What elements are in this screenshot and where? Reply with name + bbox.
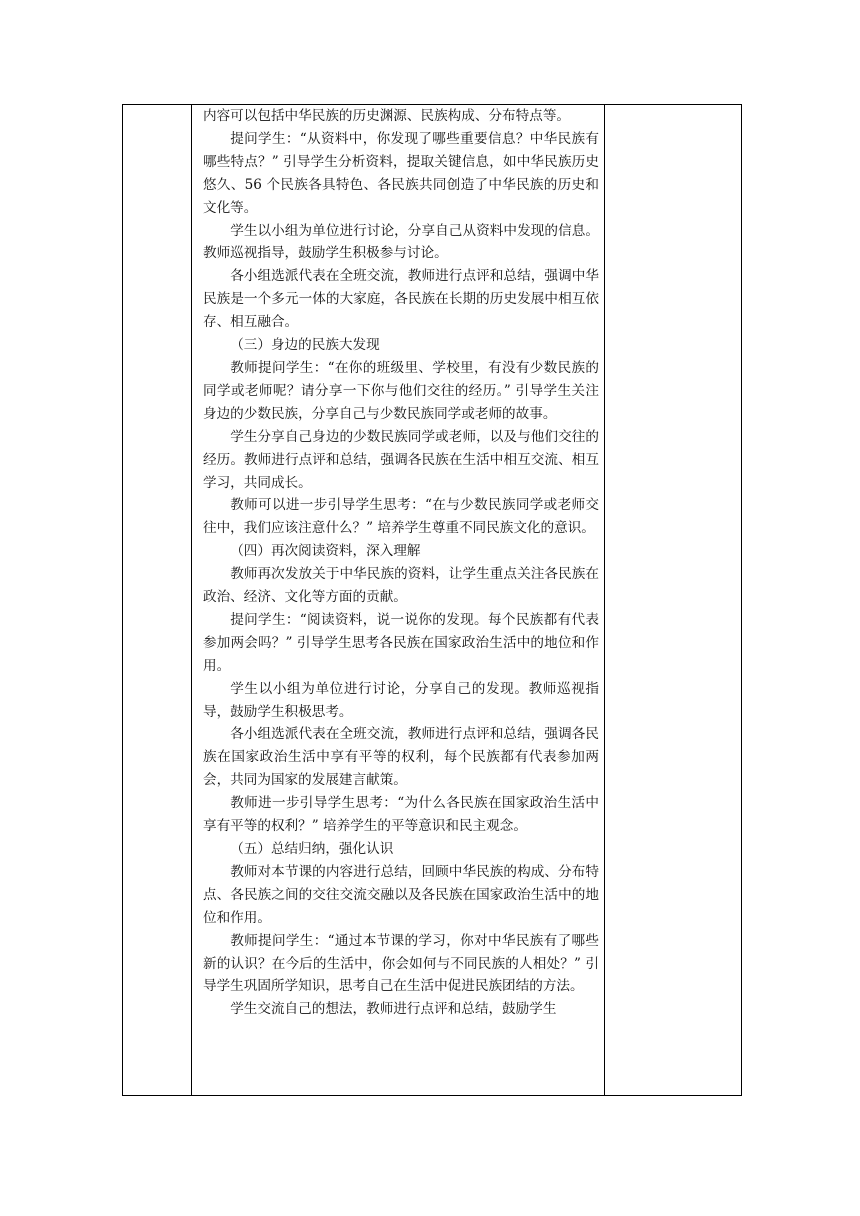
content-column-cell xyxy=(192,105,605,1096)
paragraph: 教师提问学生：“在你的班级里、学校里，有没有少数民族的同学或老师呢？请分享一下你与他们交往的经历。” 引导学生关注身边的少数民族，分享自己与少数民族同学或老师的故事。 xyxy=(203,359,599,422)
paragraph: 教师对本节课的内容进行总结，回顾中华民族的构成、分布特点、各民族之间的交往交流交融以及各民族在国家政治生活中的地位和作用。 xyxy=(203,863,599,926)
paragraph: 教师进一步引导学生思考：“为什么各民族在国家政治生活中享有平等的权利？” 培养学生的平等意识和民主观念。 xyxy=(203,795,599,835)
section-heading: （五）总结归纳，强化认识 xyxy=(230,841,394,857)
paragraph: 学生交流自己的想法，教师进行点评和总结，鼓励学生 xyxy=(230,1001,557,1018)
paragraph: 各小组选派代表在全班交流，教师进行点评和总结，强调各民族在国家政治生活中享有平等的权利，每个民族都有代表参加两会，共同为国家的发展建言献策。 xyxy=(203,726,599,789)
section-heading: （三）身边的民族大发现 xyxy=(230,337,380,354)
paragraph: 提问学生：“阅读资料，说一说你的发现。每个民族都有代表参加两会吗？” 引导学生思考各民族在国家政治生活中的地位和作用。 xyxy=(203,611,599,674)
lesson-plan-table xyxy=(122,104,742,1096)
lesson-content xyxy=(192,105,604,1021)
paragraph: 学生分享自己身边的少数民族同学或老师，以及与他们交往的经历。教师进行点评和总结，强调各民族在生活中相互交流、相互学习，共同成长。 xyxy=(203,428,599,491)
paragraph: 各小组选派代表在全班交流，教师进行点评和总结，强调中华民族是一个多元一体的大家庭，各民族在长期的历史发展中相互依存、相互融合。 xyxy=(203,268,599,331)
right-column-cell xyxy=(605,105,742,1096)
paragraph: 学生以小组为单位进行讨论，分享自己的发现。教师巡视指导，鼓励学生积极思考。 xyxy=(203,680,599,720)
paragraph: 教师再次发放关于中华民族的资料，让学生重点关注各民族在政治、经济、文化等方面的贡献。 xyxy=(203,566,599,606)
table-row xyxy=(123,105,742,1096)
section-heading: （四）再次阅读资料，深入理解 xyxy=(230,543,421,560)
paragraph: 提问学生：“从资料中，你发现了哪些重要信息？中华民族有哪些特点？” 引导学生分析资料，提取关键信息，如中华民族历史悠久、56 个民族各具特色、各民族共同创造了中华民族的历史和文化等。 xyxy=(203,130,599,216)
paragraph: 学生以小组为单位进行讨论，分享自己从资料中发现的信息。教师巡视指导，鼓励学生积极参与讨论。 xyxy=(203,222,599,262)
paragraph: 教师提问学生：“通过本节课的学习，你对中华民族有了哪些新的认识？在今后的生活中，你会如何与不同民族的人相处？” 引导学生巩固所学知识，思考自己在生活中促进民族团结的方法。 xyxy=(203,932,599,995)
paragraph-continuation: 内容可以包括中华民族的历史渊源、民族构成、分布特点等。 xyxy=(203,108,571,124)
left-column-cell xyxy=(123,105,192,1096)
paragraph: 教师可以进一步引导学生思考：“在与少数民族同学或老师交往中，我们应该注意什么？” 培养学生尊重不同民族文化的意识。 xyxy=(203,497,599,537)
